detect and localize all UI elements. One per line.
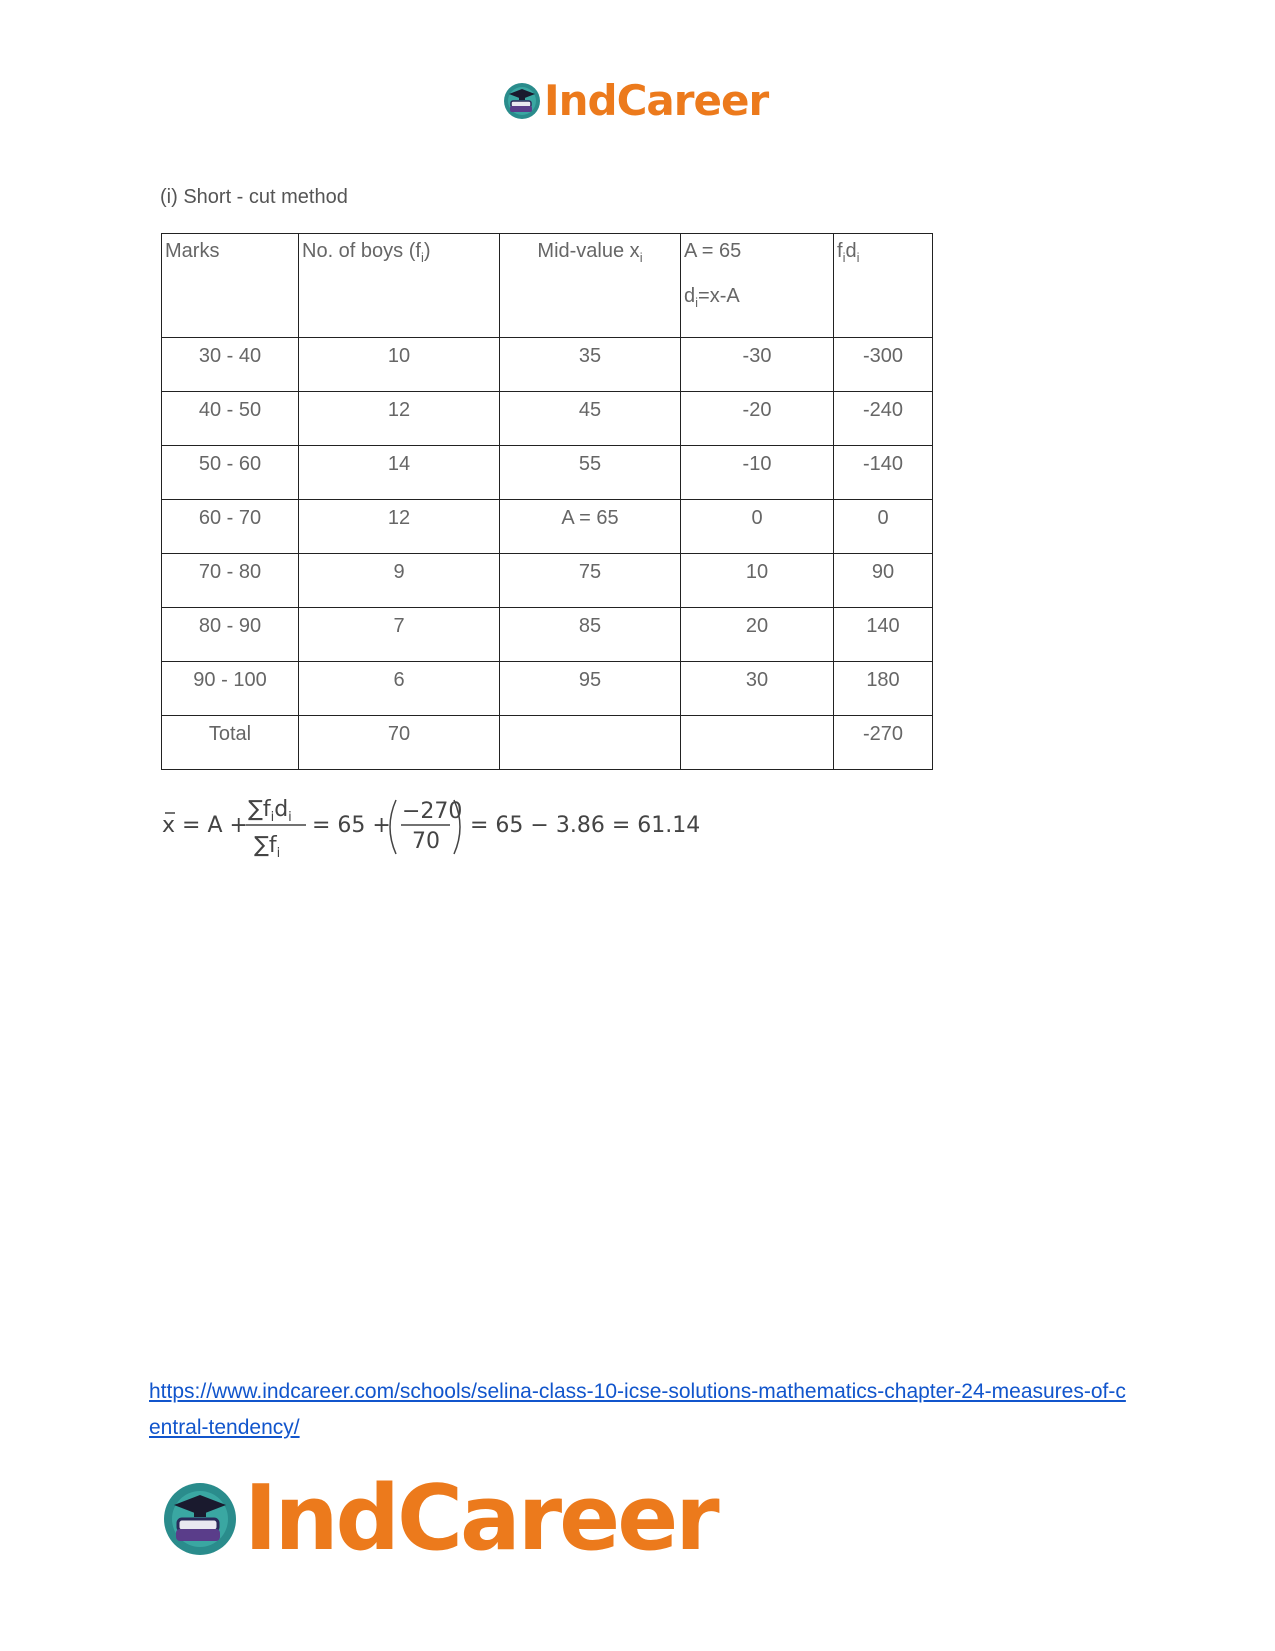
cell-fd: -300 <box>834 338 933 392</box>
cell-fd: 140 <box>834 608 933 662</box>
formula-eq1: = 65 + <box>312 813 391 838</box>
source-url-link[interactable]: https://www.indcareer.com/schools/selina-class-10-icse-solutions-mathematics-chapter-24-measures-of-central-tendency/ <box>149 1380 1126 1439</box>
graduation-book-icon <box>160 1479 240 1559</box>
cell-marks: 50 - 60 <box>162 446 299 500</box>
formula-lhs: x = A + <box>162 813 248 838</box>
cell-marks: 60 - 70 <box>162 500 299 554</box>
cell-marks: 80 - 90 <box>162 608 299 662</box>
table-row <box>162 392 933 446</box>
header-fd: $f_id_i$ <box>834 234 933 338</box>
formula-result: = 65 − 3.86 = 61.14 <box>470 813 701 838</box>
graduation-book-icon <box>502 81 542 121</box>
cell-mid <box>500 716 681 770</box>
frac-numerator: −270 <box>402 799 463 824</box>
mean-formula <box>158 788 718 868</box>
cell-d: 0 <box>681 500 834 554</box>
table-row <box>162 662 933 716</box>
cell-mid: 45 <box>500 392 681 446</box>
cell-fd: 0 <box>834 500 933 554</box>
cell-d: -20 <box>681 392 834 446</box>
cell-mid: 85 <box>500 608 681 662</box>
cell-mid: 55 <box>500 446 681 500</box>
cell-fd: -270 <box>834 716 933 770</box>
table-row <box>162 554 933 608</box>
cell-mid: 95 <box>500 662 681 716</box>
table-row <box>162 500 933 554</box>
cell-boys: 7 <box>299 608 500 662</box>
cell-boys: 10 <box>299 338 500 392</box>
table-header-row <box>162 234 933 338</box>
cell-marks: 30 - 40 <box>162 338 299 392</box>
cell-marks: Total <box>162 716 299 770</box>
indcareer-logo-top <box>502 76 768 125</box>
cell-fd: -140 <box>834 446 933 500</box>
indcareer-logo-bottom <box>160 1466 717 1571</box>
cell-mid: A = 65 <box>500 500 681 554</box>
cell-marks: 40 - 50 <box>162 392 299 446</box>
cell-boys: 9 <box>299 554 500 608</box>
cell-d: 20 <box>681 608 834 662</box>
table-row <box>162 338 933 392</box>
logo-text: IndCareer <box>544 76 769 125</box>
cell-marks: 70 - 80 <box>162 554 299 608</box>
cell-fd: -240 <box>834 392 933 446</box>
cell-marks: 90 - 100 <box>162 662 299 716</box>
cell-d: 10 <box>681 554 834 608</box>
cell-boys: 6 <box>299 662 500 716</box>
cell-d: 30 <box>681 662 834 716</box>
logo-text: IndCareer <box>244 1466 717 1571</box>
data-table <box>161 233 933 770</box>
table-total-row <box>162 716 933 770</box>
cell-fd: 90 <box>834 554 933 608</box>
formula-numerator: $\sum f_id_i$ <box>248 797 292 825</box>
table-row <box>162 608 933 662</box>
table-row <box>162 446 933 500</box>
cell-boys: 12 <box>299 500 500 554</box>
formula-denominator: $\sum f_i$ <box>254 833 281 861</box>
cell-d: -10 <box>681 446 834 500</box>
cell-d <box>681 716 834 770</box>
cell-d: -30 <box>681 338 834 392</box>
header-marks: Marks <box>162 234 299 338</box>
cell-boys: 14 <box>299 446 500 500</box>
section-title: (i) Short - cut method <box>160 186 348 208</box>
cell-boys: 70 <box>299 716 500 770</box>
cell-boys: 12 <box>299 392 500 446</box>
cell-fd: 180 <box>834 662 933 716</box>
header-boys: No. of boys $(f_i)$ <box>299 234 500 338</box>
frac-denominator: 70 <box>412 829 440 854</box>
cell-mid: 35 <box>500 338 681 392</box>
header-deviation: A = 65 $d_i=x-A$ <box>681 234 834 338</box>
header-mid-value: Mid-value $x_i$ <box>500 234 681 338</box>
cell-mid: 75 <box>500 554 681 608</box>
